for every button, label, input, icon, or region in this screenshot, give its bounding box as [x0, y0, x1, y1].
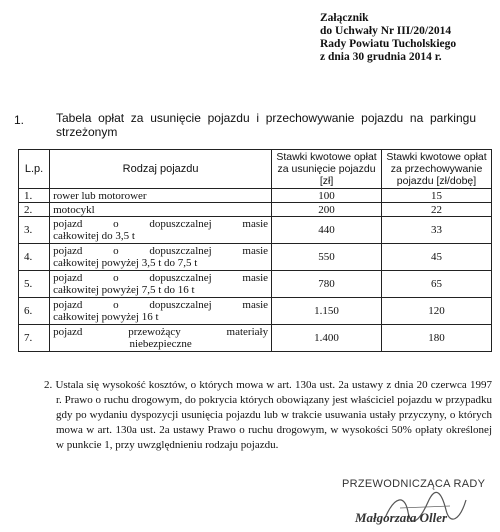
row-storage-fee: 45: [382, 244, 492, 271]
row-vehicle-line: całkowitej powyżej 3,5 t do 7,5 t: [53, 257, 198, 269]
row-vehicle-type: [50, 298, 272, 325]
row-vehicle-type: [50, 189, 272, 203]
row-vehicle-line: pojazd przewożący materiały: [53, 326, 269, 338]
header-line-4: z dnia 30 grudnia 2014 r.: [320, 51, 442, 63]
header-line-3: Rady Powiatu Tucholskiego: [320, 38, 457, 50]
row-vehicle-line: motocykl: [53, 203, 95, 216]
table-row: [19, 325, 492, 352]
row-lp: 3.: [19, 217, 50, 244]
row-lp: 6.: [19, 298, 50, 325]
row-vehicle-line: rower lub motorower: [53, 189, 147, 202]
row-lp: 2.: [19, 203, 50, 217]
row-storage-fee: 180: [382, 325, 492, 352]
row-vehicle-line: pojazd o dopuszczalnej masie: [53, 218, 269, 230]
row-vehicle-type: [50, 244, 272, 271]
row-vehicle-type: [50, 217, 272, 244]
row-vehicle-type: [50, 203, 272, 217]
section-number: 1.: [14, 113, 25, 127]
row-removal-fee: 550: [272, 244, 382, 271]
signature-title: PRZEWODNICZĄCA RADY: [342, 478, 486, 490]
table-row: [19, 244, 492, 271]
section-title-line-2: strzeżonym: [56, 125, 118, 139]
header-line-2: do Uchwały Nr III/20/2014: [320, 25, 452, 37]
section-title-line-1: Tabela opłat za usunięcie pojazdu i przechowywanie pojazdu na parkingu: [56, 111, 476, 125]
row-vehicle-line: całkowitej powyżej 7,5 t do 16 t: [53, 284, 195, 296]
section-title: [56, 111, 476, 139]
row-storage-fee: 65: [382, 271, 492, 298]
row-storage-fee: 15: [382, 189, 492, 203]
row-vehicle-type: [50, 325, 272, 352]
header-removal-rate: Stawki kwotowe opłat za usunięcie pojazdu [zł]: [272, 150, 382, 189]
table-header-row: [19, 150, 492, 189]
row-vehicle-line: pojazd o dopuszczalnej masie: [53, 299, 269, 311]
row-removal-fee: 1.150: [272, 298, 382, 325]
fees-table: [18, 149, 492, 352]
row-removal-fee: 1.400: [272, 325, 382, 352]
row-vehicle-type: [50, 271, 272, 298]
row-vehicle-line: całkowitej powyżej 16 t: [53, 311, 159, 323]
row-storage-fee: 33: [382, 217, 492, 244]
row-vehicle-line: całkowitej do 3,5 t: [53, 230, 135, 242]
row-removal-fee: 200: [272, 203, 382, 217]
row-vehicle-line: pojazd o dopuszczalnej masie: [53, 272, 269, 284]
signature-name: Małgorzata Oller: [355, 510, 448, 525]
table-row: [19, 217, 492, 244]
table-row: [19, 298, 492, 325]
header-storage-rate: Stawki kwotowe opłat za przechowywanie pojazdu [zł/dobę]: [382, 150, 492, 189]
attachment-header: [320, 12, 456, 64]
row-removal-fee: 780: [272, 271, 382, 298]
header-line-1: Załącznik: [320, 12, 369, 24]
row-storage-fee: 120: [382, 298, 492, 325]
header-vehicle-type: Rodzaj pojazdu: [50, 150, 272, 189]
row-vehicle-line: niebezpieczne: [129, 338, 192, 350]
row-removal-fee: 100: [272, 189, 382, 203]
row-lp: 5.: [19, 271, 50, 298]
row-lp: 7.: [19, 325, 50, 352]
row-vehicle-line: pojazd o dopuszczalnej masie: [53, 245, 269, 257]
table-row: [19, 271, 492, 298]
table-row: [19, 203, 492, 217]
table-row: [19, 189, 492, 203]
row-storage-fee: 22: [382, 203, 492, 217]
row-removal-fee: 440: [272, 217, 382, 244]
row-lp: 1.: [19, 189, 50, 203]
header-lp: L.p.: [19, 150, 50, 189]
paragraph-2: 2. Ustala się wysokość kosztów, o których mowa w art. 130a ust. 2a ustawy z dnia 20 czerwca 1997 r. Prawo o ruchu drogowym, do pokrycia których obowiązany jest właściciel pojazdu w przypadku gdy po wydaniu dyspozycji usunięcia pojazdu lub w trakcie usuwania ustały przyczyny, o których mowa w art. 130a ust. 2a ustawy Prawo o ruchu drogowym, w wysokości 50% opłaty określonej w punkcie 1, przy uwzględnieniu rodzaju pojazdu.: [44, 379, 492, 451]
row-lp: 4.: [19, 244, 50, 271]
